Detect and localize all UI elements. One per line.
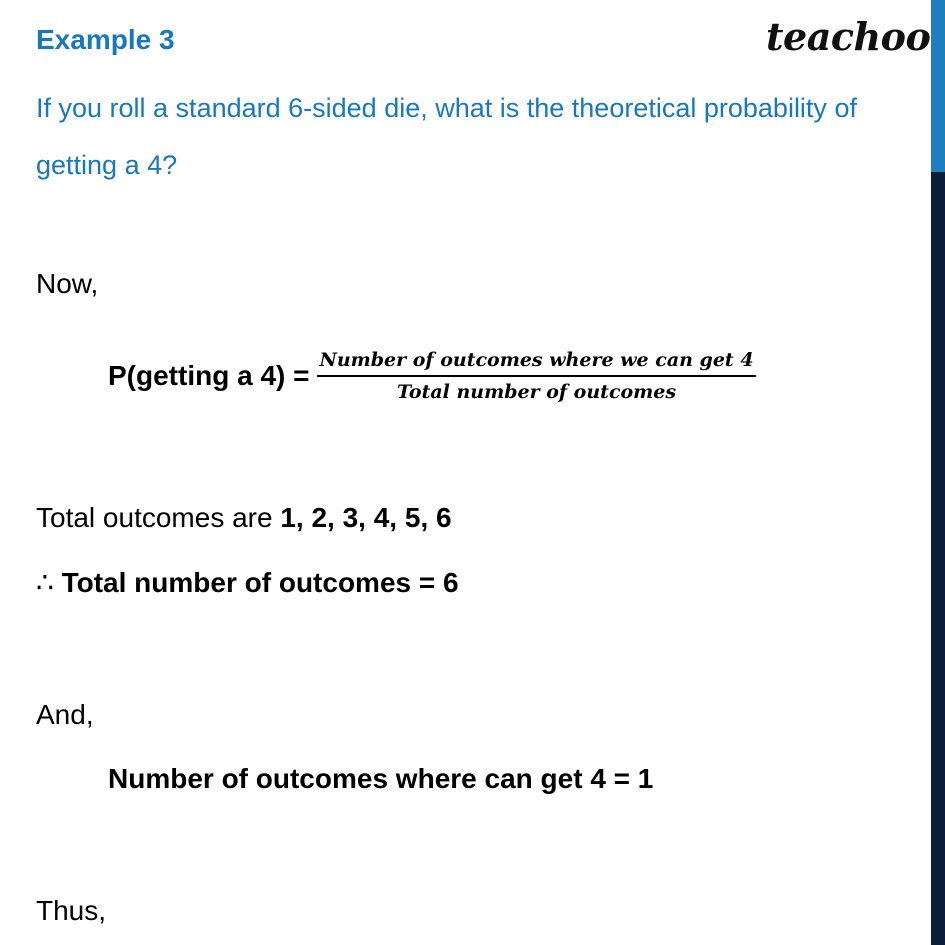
question-text: If you roll a standard 6-sided die, what is the theoretical probability of getting a 4? [36,93,857,180]
total-outcomes-line [36,500,452,536]
and-label: And, [36,699,94,730]
formula-denominator: Total number of outcomes [396,381,677,403]
formula-numerator: Number of outcomes where we can get 4 [319,349,754,371]
total-outcomes-values: 1, 2, 3, 4, 5, 6 [280,502,452,533]
example-title: Example 3 [36,24,175,55]
right-edge-bar-accent [931,0,945,172]
favourable-outcomes-text: Number of outcomes where can get 4 = 1 [108,763,654,794]
thus-label: Thus, [36,895,107,926]
therefore-line [36,565,459,601]
right-edge-bar [931,0,945,945]
teachoo-logo: teachoo [766,14,931,59]
favourable-outcomes-line [108,761,653,797]
formula-lhs: P(getting a 4) = [108,360,310,391]
therefore-symbol: ∴ [36,567,62,598]
formula-fraction [317,349,755,403]
probability-formula [108,341,756,411]
total-outcomes-prefix: Total outcomes are [36,502,281,533]
therefore-text: Total number of outcomes = 6 [61,567,459,598]
now-label: Now, [36,268,99,299]
